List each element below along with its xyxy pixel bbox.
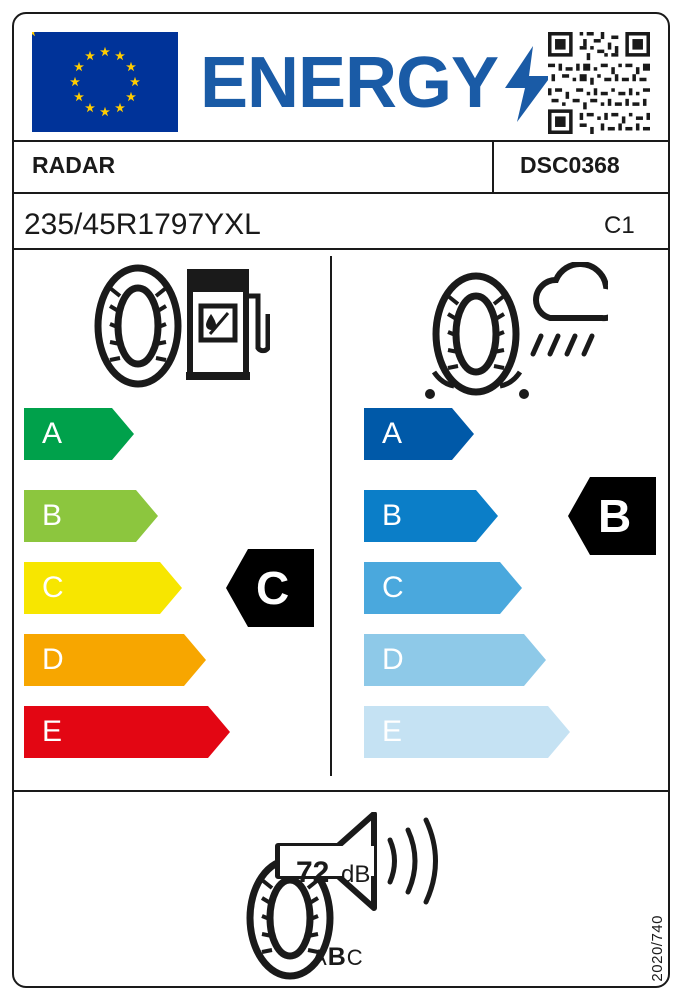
fuel-pump-icon (186, 272, 268, 380)
fuel-grade-b (24, 490, 158, 542)
wet-grade-letter: E (382, 715, 403, 748)
noise-class-c: C (346, 945, 364, 970)
wet-rating-pointer (568, 477, 656, 555)
divider-center (330, 256, 332, 776)
divider-brand (14, 192, 668, 194)
noise-value: 72 (296, 856, 330, 889)
tyre-icon (98, 268, 178, 384)
wet-grip-pictogram (408, 262, 608, 412)
fuel-grade-letter: E (42, 715, 63, 748)
tyre-icon (425, 276, 529, 399)
brand-name: RADAR (32, 152, 116, 178)
wet-grade-c (364, 562, 522, 614)
fuel-grade-letter: A (42, 417, 63, 450)
divider-noise (14, 790, 668, 792)
grade-arrow-shape (364, 408, 474, 460)
fuel-grade-c (24, 562, 182, 614)
wet-grade-letter: D (382, 643, 404, 676)
label-header (14, 14, 668, 140)
fuel-efficiency-pictogram (80, 262, 270, 390)
wet-grade-letter: B (382, 499, 403, 532)
fuel-grade-e (24, 706, 230, 758)
qr-code-icon (548, 32, 650, 134)
noise-class-current: B (327, 943, 347, 971)
divider-brand-model (492, 140, 494, 192)
fuel-grade-letter: D (42, 643, 64, 676)
rain-cloud-icon (533, 264, 608, 354)
wet-grade-b (364, 490, 498, 542)
regulation-reference: 2020/740 (649, 915, 666, 982)
grade-arrow-shape (24, 408, 134, 460)
fuel-rating-pointer (226, 549, 314, 627)
model-code: DSC0368 (520, 152, 620, 178)
noise-class-scale (312, 943, 364, 972)
eu-flag-icon (32, 32, 178, 132)
divider-size (14, 248, 668, 250)
eu-stars-icon (32, 32, 178, 132)
noise-unit: dB (341, 861, 371, 888)
tyre-class: C1 (604, 212, 635, 239)
fuel-grade-a (24, 408, 134, 460)
energy-title: ENERGY (200, 43, 499, 123)
tyre-size: 235/45R1797YXL (24, 208, 261, 241)
lightning-bolt-icon (501, 46, 553, 122)
wet-grade-a (364, 408, 474, 460)
divider-header (14, 140, 668, 142)
wet-grade-letter: C (382, 571, 404, 604)
wet-grade-e (364, 706, 570, 758)
wet-grade-letter: A (382, 417, 403, 450)
fuel-grade-letter: B (42, 499, 63, 532)
wet-rating-letter: B (598, 490, 632, 542)
fuel-grade-letter: C (42, 571, 64, 604)
sound-waves-icon (390, 820, 436, 902)
wet-grade-d (364, 634, 546, 686)
fuel-grade-d (24, 634, 206, 686)
fuel-rating-letter: C (256, 562, 290, 614)
noise-class-a: A (312, 945, 328, 970)
